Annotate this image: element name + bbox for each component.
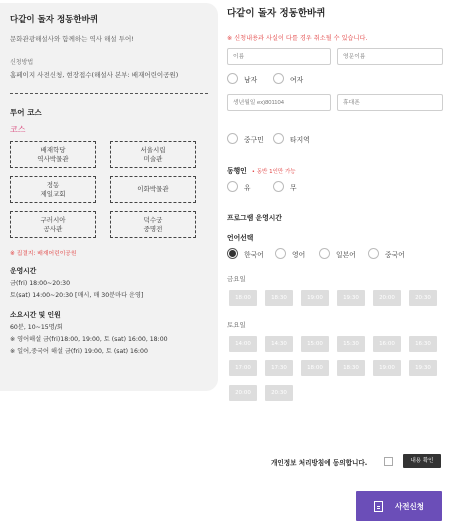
course-item-label: 구러시아 공사관 [40,216,66,233]
saturday-slot[interactable]: 15:30 [337,336,365,352]
language-japanese-radio[interactable] [319,248,356,259]
course-item [110,176,196,203]
name-input[interactable] [227,48,331,65]
resident-other-radio[interactable] [273,133,310,144]
saturday-slot[interactable]: 14:00 [229,336,257,352]
radio-circle[interactable] [227,248,238,259]
gender-female-radio[interactable] [273,73,303,84]
saturday-slot[interactable]: 18:00 [301,360,329,376]
friday-slot[interactable]: 20:30 [409,290,437,306]
saturday-slot[interactable]: 14:30 [265,336,293,352]
friday-slot[interactable]: 19:30 [337,290,365,306]
radio-circle[interactable] [275,248,286,259]
saturday-slot[interactable]: 18:30 [337,360,365,376]
saturday-slot[interactable]: 20:00 [229,385,257,401]
resident-jung-gu-radio[interactable] [227,133,264,144]
course-grid [10,141,208,238]
tour-subtitle: 문화관광해설사와 함께하는 역사 해설 투어! [10,35,134,43]
course-label: 코스 [10,125,26,134]
radio-circle[interactable] [227,73,238,84]
course-item [110,141,196,168]
duration-line: ※ 일어,중국어 해설 금(fri) 19:00, 토 (sat) 16:00 [10,348,148,355]
course-item-label: 서울시립 미술관 [140,146,166,163]
language-korean-radio[interactable] [227,248,264,259]
radio-label: 남자 [244,75,258,84]
course-item [10,176,96,203]
tour-info-panel [0,3,218,391]
companion-note: • 동반 1인만 가능 [251,169,296,175]
saturday-slot[interactable]: 16:00 [373,336,401,352]
meeting-point: ※ 집결지: 배재어린이공원 [10,251,77,257]
course-item [10,141,96,168]
duration-heading: 소요시간 및 인원 [10,311,61,319]
phone-input[interactable] [337,94,443,111]
course-item-label: 이화박물관 [137,185,169,194]
hours-line: 토(sat) 14:00~20:30 [매시, 매 30분마다 운영] [10,292,144,299]
radio-circle[interactable] [227,181,238,192]
radio-label: 여자 [290,75,304,84]
hours-heading: 운영시간 [10,267,37,275]
radio-circle[interactable] [273,73,284,84]
course-item-label: 덕수궁 중명전 [143,216,163,233]
application-form [227,0,450,524]
radio-label: 무 [290,183,297,192]
course-item-label: 배재학당 역사박물관 [37,146,69,163]
radio-label: 중국어 [385,250,405,259]
saturday-slot[interactable]: 17:00 [229,360,257,376]
course-item-label: 정동 제일교회 [40,181,66,198]
duration-line: 60분, 10~15명/회 [10,324,63,331]
radio-circle[interactable] [368,248,379,259]
program-heading: 프로그램 운영시간 [227,214,282,222]
friday-slot[interactable]: 19:00 [301,290,329,306]
view-policy-button[interactable]: 내용 확인 [403,454,441,468]
radio-circle[interactable] [273,133,284,144]
course-item [10,211,96,238]
language-english-radio[interactable] [275,248,305,259]
friday-slot[interactable]: 18:30 [265,290,293,306]
form-notice: ※ 신청내용과 사실이 다를 경우 취소될 수 있습니다. [227,35,368,42]
form-title: 다같이 돌자 정동한바퀴 [227,8,326,19]
radio-circle[interactable] [319,248,330,259]
saturday-slot[interactable]: 16:30 [409,336,437,352]
friday-slot[interactable]: 20:00 [373,290,401,306]
radio-label: 타지역 [290,135,310,144]
saturday-slot[interactable]: 15:00 [301,336,329,352]
saturday-slot[interactable]: 19:00 [373,360,401,376]
tour-course-heading: 투어 코스 [10,108,42,117]
saturday-slot[interactable]: 17:30 [265,360,293,376]
language-chinese-radio[interactable] [368,248,405,259]
apply-button[interactable] [356,491,442,521]
companion-heading [227,165,296,175]
saturday-slot[interactable]: 20:30 [265,385,293,401]
companion-no-radio[interactable] [273,181,297,192]
apply-method-label: 신청방법 [10,59,34,66]
english-name-input[interactable] [337,48,443,65]
course-item [110,211,196,238]
companion-yes-radio[interactable] [227,181,251,192]
radio-label: 중구민 [244,135,264,144]
gender-male-radio[interactable] [227,73,257,84]
friday-slot[interactable]: 18:00 [229,290,257,306]
language-heading: 언어선택 [227,234,254,242]
companion-label: 동행인 [227,167,247,175]
radio-label: 영어 [292,250,306,259]
hours-line: 금(fri) 18:00~20:30 [10,280,71,287]
radio-circle[interactable] [227,133,238,144]
tour-title: 다같이 돌자 정동한바퀴 [10,15,99,25]
radio-label: 유 [244,183,251,192]
privacy-agree-text: 개인정보 처리방침에 동의합니다. [271,459,368,467]
radio-label: 일본어 [336,250,356,259]
divider [10,93,208,94]
radio-label: 한국어 [244,250,264,259]
birth-input[interactable] [227,94,331,111]
privacy-agree-checkbox[interactable] [384,457,393,466]
apply-method-text: 홈페이지 사전신청, 현장접수(해설사 본부: 배재어린이공원) [10,71,179,79]
document-icon [374,501,383,512]
radio-circle[interactable] [273,181,284,192]
saturday-slot[interactable]: 19:30 [409,360,437,376]
apply-button-label: 사전신청 [395,501,424,511]
duration-line: ※ 영어해설 금(fri)18:00, 19:00, 토 (sat) 16:00, 18:00 [10,336,168,343]
friday-label: 금요일 [227,275,246,283]
saturday-label: 토요일 [227,321,246,329]
